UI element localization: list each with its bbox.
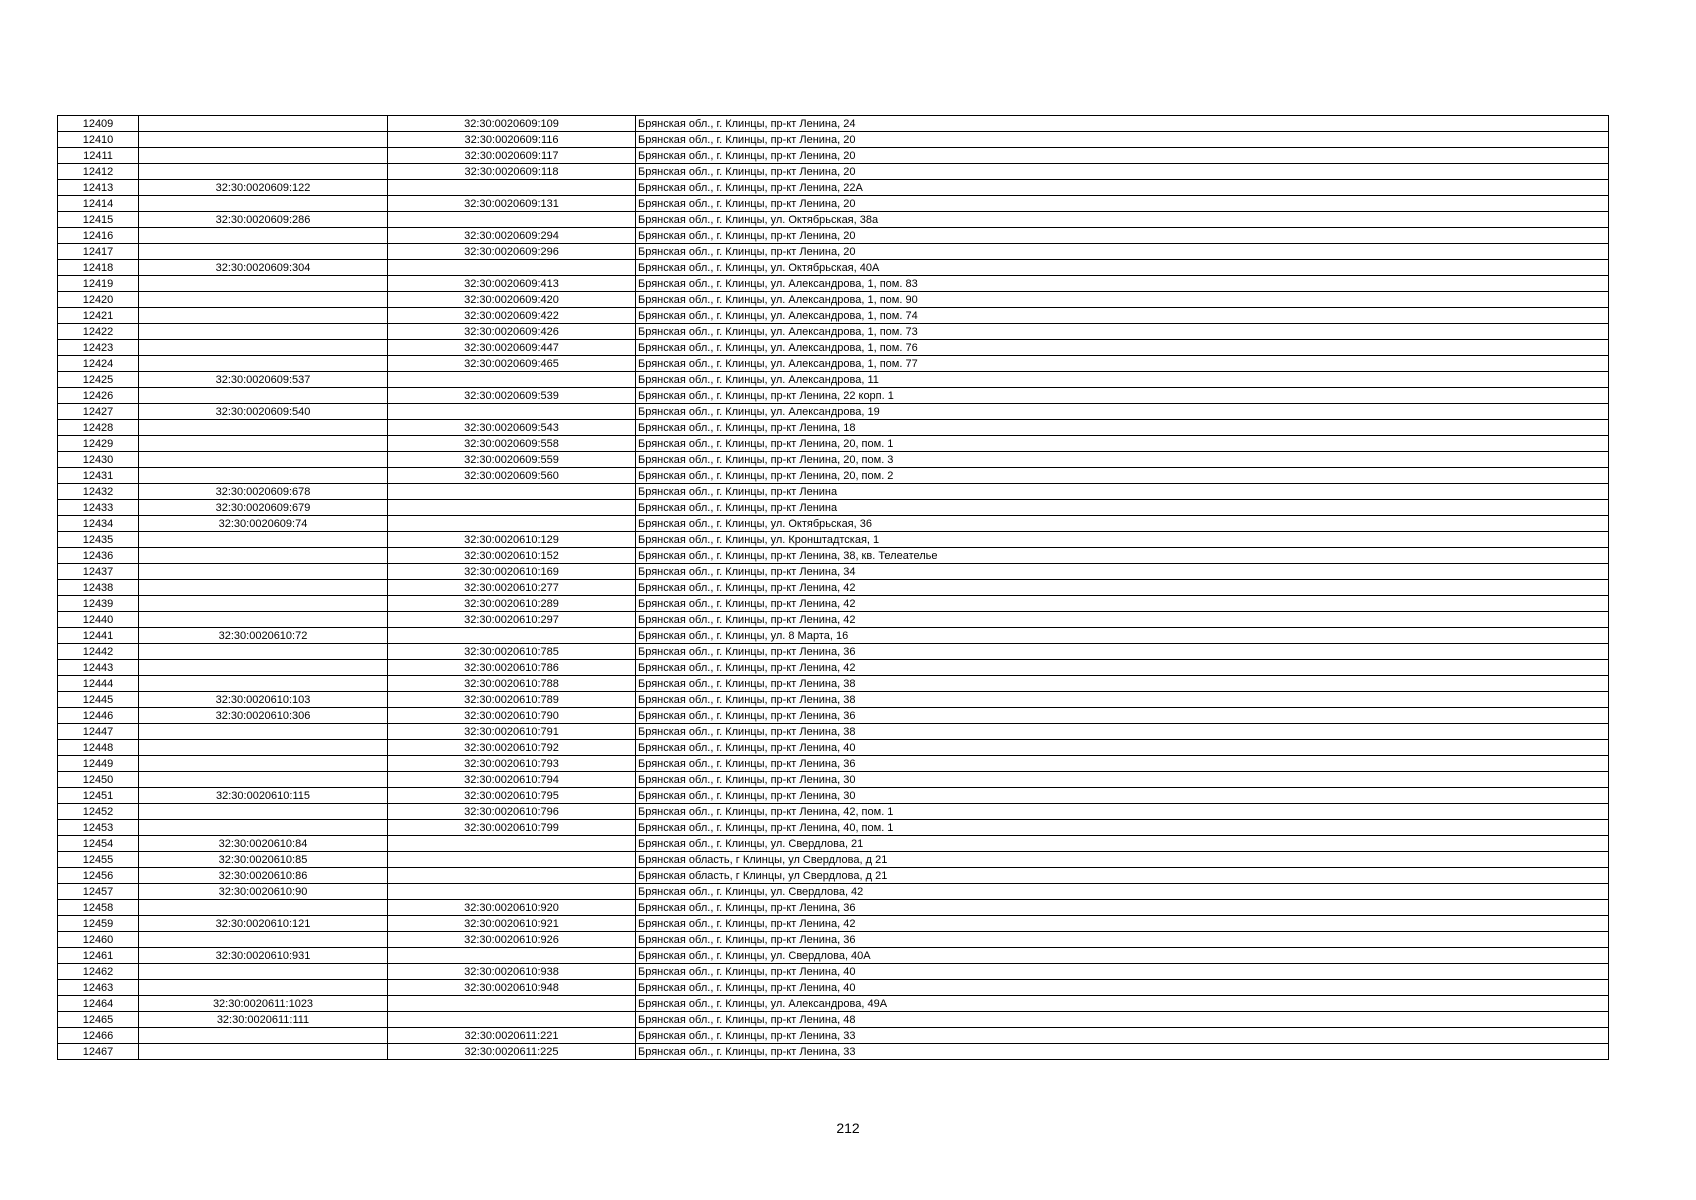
table-row — [58, 420, 1609, 436]
address-cell: Брянская обл., г. Клинцы, пр-кт Ленина, 34 — [636, 564, 1609, 580]
address-cell: Брянская обл., г. Клинцы, ул. Свердлова, 21 — [636, 836, 1609, 852]
address-cell: Брянская обл., г. Клинцы, пр-кт Ленина, 20, пом. 2 — [636, 468, 1609, 484]
address-cell: Брянская обл., г. Клинцы, пр-кт Ленина, 20 — [636, 164, 1609, 180]
building-cadastral-number-cell: 32:30:0020609:117 — [388, 148, 636, 164]
land-cadastral-number-cell — [139, 276, 388, 292]
building-cadastral-number-cell: 32:30:0020610:795 — [388, 788, 636, 804]
row-number-cell: 12462 — [58, 964, 139, 980]
table-row — [58, 468, 1609, 484]
land-cadastral-number-cell — [139, 468, 388, 484]
address-cell: Брянская обл., г. Клинцы, пр-кт Ленина, 20, пом. 3 — [636, 452, 1609, 468]
address-cell: Брянская обл., г. Клинцы, пр-кт Ленина, 42 — [636, 660, 1609, 676]
address-cell: Брянская обл., г. Клинцы, ул. 8 Марта, 16 — [636, 628, 1609, 644]
table-row — [58, 868, 1609, 884]
table-row — [58, 692, 1609, 708]
building-cadastral-number-cell — [388, 180, 636, 196]
row-number-cell: 12459 — [58, 916, 139, 932]
table-row — [58, 612, 1609, 628]
land-cadastral-number-cell — [139, 772, 388, 788]
building-cadastral-number-cell: 32:30:0020609:294 — [388, 228, 636, 244]
address-cell: Брянская обл., г. Клинцы, пр-кт Ленина, 20 — [636, 228, 1609, 244]
building-cadastral-number-cell: 32:30:0020610:948 — [388, 980, 636, 996]
land-cadastral-number-cell — [139, 548, 388, 564]
table-row — [58, 820, 1609, 836]
address-cell: Брянская обл., г. Клинцы, пр-кт Ленина, 40, пом. 1 — [636, 820, 1609, 836]
address-cell: Брянская обл., г. Клинцы, ул. Александрова, 19 — [636, 404, 1609, 420]
land-cadastral-number-cell — [139, 132, 388, 148]
address-cell: Брянская область, г Клинцы, ул Свердлова, д 21 — [636, 852, 1609, 868]
table-row — [58, 196, 1609, 212]
table-row — [58, 1012, 1609, 1028]
row-number-cell: 12420 — [58, 292, 139, 308]
row-number-cell: 12445 — [58, 692, 139, 708]
address-cell: Брянская обл., г. Клинцы, пр-кт Ленина, 38, кв. Телеателье — [636, 548, 1609, 564]
land-cadastral-number-cell: 32:30:0020610:306 — [139, 708, 388, 724]
address-cell: Брянская обл., г. Клинцы, пр-кт Ленина, 42 — [636, 612, 1609, 628]
table-row — [58, 436, 1609, 452]
row-number-cell: 12423 — [58, 340, 139, 356]
row-number-cell: 12438 — [58, 580, 139, 596]
row-number-cell: 12421 — [58, 308, 139, 324]
land-cadastral-number-cell — [139, 756, 388, 772]
building-cadastral-number-cell: 32:30:0020609:420 — [388, 292, 636, 308]
table-row — [58, 388, 1609, 404]
row-number-cell: 12425 — [58, 372, 139, 388]
land-cadastral-number-cell — [139, 356, 388, 372]
address-cell: Брянская обл., г. Клинцы, ул. Александрова, 1, пом. 74 — [636, 308, 1609, 324]
row-number-cell: 12434 — [58, 516, 139, 532]
row-number-cell: 12418 — [58, 260, 139, 276]
land-cadastral-number-cell: 32:30:0020610:72 — [139, 628, 388, 644]
row-number-cell: 12409 — [58, 116, 139, 132]
address-cell: Брянская обл., г. Клинцы, пр-кт Ленина, 38 — [636, 692, 1609, 708]
land-cadastral-number-cell — [139, 932, 388, 948]
row-number-cell: 12439 — [58, 596, 139, 612]
address-cell: Брянская обл., г. Клинцы, пр-кт Ленина, 20, пом. 1 — [636, 436, 1609, 452]
row-number-cell: 12422 — [58, 324, 139, 340]
row-number-cell: 12449 — [58, 756, 139, 772]
address-cell: Брянская обл., г. Клинцы, пр-кт Ленина, 36 — [636, 708, 1609, 724]
address-cell: Брянская обл., г. Клинцы, ул. Александрова, 1, пом. 90 — [636, 292, 1609, 308]
table-row — [58, 1028, 1609, 1044]
land-cadastral-number-cell: 32:30:0020609:537 — [139, 372, 388, 388]
land-cadastral-number-cell: 32:30:0020609:540 — [139, 404, 388, 420]
address-cell: Брянская обл., г. Клинцы, пр-кт Ленина, 48 — [636, 1012, 1609, 1028]
row-number-cell: 12411 — [58, 148, 139, 164]
land-cadastral-number-cell — [139, 676, 388, 692]
building-cadastral-number-cell: 32:30:0020610:277 — [388, 580, 636, 596]
building-cadastral-number-cell: 32:30:0020610:786 — [388, 660, 636, 676]
row-number-cell: 12466 — [58, 1028, 139, 1044]
address-cell: Брянская обл., г. Клинцы, пр-кт Ленина, 36 — [636, 644, 1609, 660]
land-cadastral-number-cell — [139, 980, 388, 996]
row-number-cell: 12450 — [58, 772, 139, 788]
building-cadastral-number-cell — [388, 948, 636, 964]
table-row — [58, 228, 1609, 244]
land-cadastral-number-cell: 32:30:0020610:121 — [139, 916, 388, 932]
building-cadastral-number-cell — [388, 996, 636, 1012]
building-cadastral-number-cell: 32:30:0020610:799 — [388, 820, 636, 836]
row-number-cell: 12454 — [58, 836, 139, 852]
table-row — [58, 116, 1609, 132]
row-number-cell: 12415 — [58, 212, 139, 228]
registry-table-body — [58, 116, 1609, 1060]
row-number-cell: 12447 — [58, 724, 139, 740]
land-cadastral-number-cell — [139, 324, 388, 340]
table-row — [58, 324, 1609, 340]
table-row — [58, 500, 1609, 516]
land-cadastral-number-cell — [139, 452, 388, 468]
address-cell: Брянская обл., г. Клинцы, пр-кт Ленина, 42 — [636, 580, 1609, 596]
land-cadastral-number-cell — [139, 228, 388, 244]
building-cadastral-number-cell — [388, 404, 636, 420]
building-cadastral-number-cell — [388, 884, 636, 900]
address-cell: Брянская обл., г. Клинцы, ул. Александрова, 1, пом. 76 — [636, 340, 1609, 356]
table-row — [58, 884, 1609, 900]
row-number-cell: 12416 — [58, 228, 139, 244]
table-row — [58, 452, 1609, 468]
land-cadastral-number-cell — [139, 116, 388, 132]
land-cadastral-number-cell — [139, 596, 388, 612]
row-number-cell: 12429 — [58, 436, 139, 452]
address-cell: Брянская обл., г. Клинцы, ул. Октябрьская, 38а — [636, 212, 1609, 228]
row-number-cell: 12433 — [58, 500, 139, 516]
row-number-cell: 12412 — [58, 164, 139, 180]
building-cadastral-number-cell: 32:30:0020610:129 — [388, 532, 636, 548]
land-cadastral-number-cell — [139, 388, 388, 404]
table-row — [58, 308, 1609, 324]
address-cell: Брянская обл., г. Клинцы, пр-кт Ленина, 42 — [636, 596, 1609, 612]
land-cadastral-number-cell — [139, 660, 388, 676]
land-cadastral-number-cell — [139, 292, 388, 308]
land-cadastral-number-cell — [139, 740, 388, 756]
building-cadastral-number-cell: 32:30:0020610:152 — [388, 548, 636, 564]
land-cadastral-number-cell: 32:30:0020609:304 — [139, 260, 388, 276]
land-cadastral-number-cell — [139, 244, 388, 260]
row-number-cell: 12424 — [58, 356, 139, 372]
table-row — [58, 1044, 1609, 1060]
table-row — [58, 676, 1609, 692]
building-cadastral-number-cell: 32:30:0020611:221 — [388, 1028, 636, 1044]
building-cadastral-number-cell: 32:30:0020609:296 — [388, 244, 636, 260]
land-cadastral-number-cell — [139, 164, 388, 180]
land-cadastral-number-cell — [139, 436, 388, 452]
building-cadastral-number-cell: 32:30:0020609:465 — [388, 356, 636, 372]
land-cadastral-number-cell: 32:30:0020610:103 — [139, 692, 388, 708]
address-cell: Брянская обл., г. Клинцы, пр-кт Ленина, 22А — [636, 180, 1609, 196]
table-row — [58, 628, 1609, 644]
building-cadastral-number-cell: 32:30:0020609:422 — [388, 308, 636, 324]
registry-table — [57, 115, 1609, 1060]
land-cadastral-number-cell — [139, 900, 388, 916]
table-row — [58, 708, 1609, 724]
table-row — [58, 948, 1609, 964]
land-cadastral-number-cell — [139, 820, 388, 836]
land-cadastral-number-cell — [139, 644, 388, 660]
row-number-cell: 12460 — [58, 932, 139, 948]
address-cell: Брянская обл., г. Клинцы, пр-кт Ленина, 38 — [636, 724, 1609, 740]
building-cadastral-number-cell: 32:30:0020610:794 — [388, 772, 636, 788]
building-cadastral-number-cell: 32:30:0020610:788 — [388, 676, 636, 692]
table-row — [58, 964, 1609, 980]
table-row — [58, 260, 1609, 276]
row-number-cell: 12431 — [58, 468, 139, 484]
table-row — [58, 212, 1609, 228]
land-cadastral-number-cell: 32:30:0020609:679 — [139, 500, 388, 516]
table-row — [58, 788, 1609, 804]
address-cell: Брянская обл., г. Клинцы, пр-кт Ленина, 24 — [636, 116, 1609, 132]
address-cell: Брянская обл., г. Клинцы, ул. Свердлова, 40А — [636, 948, 1609, 964]
address-cell: Брянская обл., г. Клинцы, пр-кт Ленина, 40 — [636, 740, 1609, 756]
table-row — [58, 596, 1609, 612]
land-cadastral-number-cell: 32:30:0020611:1023 — [139, 996, 388, 1012]
address-cell: Брянская обл., г. Клинцы, ул. Александрова, 49А — [636, 996, 1609, 1012]
land-cadastral-number-cell: 32:30:0020609:122 — [139, 180, 388, 196]
table-row — [58, 548, 1609, 564]
row-number-cell: 12410 — [58, 132, 139, 148]
land-cadastral-number-cell — [139, 1028, 388, 1044]
row-number-cell: 12437 — [58, 564, 139, 580]
land-cadastral-number-cell — [139, 804, 388, 820]
building-cadastral-number-cell: 32:30:0020609:539 — [388, 388, 636, 404]
address-cell: Брянская обл., г. Клинцы, пр-кт Ленина, 20 — [636, 244, 1609, 260]
address-cell: Брянская обл., г. Клинцы, пр-кт Ленина, 42 — [636, 916, 1609, 932]
land-cadastral-number-cell — [139, 340, 388, 356]
table-row — [58, 724, 1609, 740]
land-cadastral-number-cell — [139, 964, 388, 980]
row-number-cell: 12430 — [58, 452, 139, 468]
table-row — [58, 372, 1609, 388]
row-number-cell: 12427 — [58, 404, 139, 420]
table-row — [58, 356, 1609, 372]
building-cadastral-number-cell: 32:30:0020610:289 — [388, 596, 636, 612]
row-number-cell: 12442 — [58, 644, 139, 660]
building-cadastral-number-cell: 32:30:0020610:920 — [388, 900, 636, 916]
row-number-cell: 12456 — [58, 868, 139, 884]
row-number-cell: 12443 — [58, 660, 139, 676]
address-cell: Брянская обл., г. Клинцы, пр-кт Ленина, 20 — [636, 196, 1609, 212]
land-cadastral-number-cell — [139, 580, 388, 596]
table-row — [58, 580, 1609, 596]
building-cadastral-number-cell: 32:30:0020610:785 — [388, 644, 636, 660]
address-cell: Брянская область, г Клинцы, ул Свердлова, д 21 — [636, 868, 1609, 884]
building-cadastral-number-cell: 32:30:0020609:118 — [388, 164, 636, 180]
address-cell: Брянская обл., г. Клинцы, пр-кт Ленина, 38 — [636, 676, 1609, 692]
address-cell: Брянская обл., г. Клинцы, пр-кт Ленина, 22 корп. 1 — [636, 388, 1609, 404]
building-cadastral-number-cell: 32:30:0020610:791 — [388, 724, 636, 740]
address-cell: Брянская обл., г. Клинцы, пр-кт Ленина, 20 — [636, 132, 1609, 148]
table-row — [58, 756, 1609, 772]
building-cadastral-number-cell: 32:30:0020611:225 — [388, 1044, 636, 1060]
address-cell: Брянская обл., г. Клинцы, ул. Александрова, 1, пом. 77 — [636, 356, 1609, 372]
land-cadastral-number-cell — [139, 196, 388, 212]
address-cell: Брянская обл., г. Клинцы, пр-кт Ленина, 36 — [636, 756, 1609, 772]
table-row — [58, 532, 1609, 548]
table-row — [58, 516, 1609, 532]
land-cadastral-number-cell: 32:30:0020610:931 — [139, 948, 388, 964]
row-number-cell: 12417 — [58, 244, 139, 260]
address-cell: Брянская обл., г. Клинцы, ул. Октябрьская, 36 — [636, 516, 1609, 532]
land-cadastral-number-cell: 32:30:0020610:85 — [139, 852, 388, 868]
table-row — [58, 932, 1609, 948]
address-cell: Брянская обл., г. Клинцы, ул. Свердлова, 42 — [636, 884, 1609, 900]
row-number-cell: 12465 — [58, 1012, 139, 1028]
building-cadastral-number-cell: 32:30:0020610:921 — [388, 916, 636, 932]
row-number-cell: 12440 — [58, 612, 139, 628]
table-row — [58, 180, 1609, 196]
building-cadastral-number-cell: 32:30:0020610:789 — [388, 692, 636, 708]
table-row — [58, 564, 1609, 580]
building-cadastral-number-cell: 32:30:0020609:559 — [388, 452, 636, 468]
table-row — [58, 996, 1609, 1012]
table-row — [58, 916, 1609, 932]
land-cadastral-number-cell: 32:30:0020610:84 — [139, 836, 388, 852]
address-cell: Брянская обл., г. Клинцы, пр-кт Ленина, 40 — [636, 964, 1609, 980]
building-cadastral-number-cell — [388, 628, 636, 644]
building-cadastral-number-cell: 32:30:0020610:938 — [388, 964, 636, 980]
address-cell: Брянская обл., г. Клинцы, ул. Александрова, 1, пом. 83 — [636, 276, 1609, 292]
address-cell: Брянская обл., г. Клинцы, ул. Октябрьская, 40А — [636, 260, 1609, 276]
address-cell: Брянская обл., г. Клинцы, пр-кт Ленина, 33 — [636, 1044, 1609, 1060]
row-number-cell: 12426 — [58, 388, 139, 404]
table-row — [58, 644, 1609, 660]
building-cadastral-number-cell: 32:30:0020610:796 — [388, 804, 636, 820]
building-cadastral-number-cell: 32:30:0020610:926 — [388, 932, 636, 948]
land-cadastral-number-cell: 32:30:0020610:90 — [139, 884, 388, 900]
building-cadastral-number-cell: 32:30:0020610:793 — [388, 756, 636, 772]
land-cadastral-number-cell — [139, 308, 388, 324]
address-cell: Брянская обл., г. Клинцы, пр-кт Ленина, 36 — [636, 900, 1609, 916]
building-cadastral-number-cell — [388, 836, 636, 852]
building-cadastral-number-cell — [388, 372, 636, 388]
table-row — [58, 340, 1609, 356]
table-row — [58, 244, 1609, 260]
land-cadastral-number-cell: 32:30:0020609:74 — [139, 516, 388, 532]
land-cadastral-number-cell: 32:30:0020610:115 — [139, 788, 388, 804]
row-number-cell: 12455 — [58, 852, 139, 868]
address-cell: Брянская обл., г. Клинцы, пр-кт Ленина, 40 — [636, 980, 1609, 996]
building-cadastral-number-cell — [388, 500, 636, 516]
building-cadastral-number-cell — [388, 852, 636, 868]
table-row — [58, 404, 1609, 420]
building-cadastral-number-cell: 32:30:0020609:413 — [388, 276, 636, 292]
land-cadastral-number-cell — [139, 724, 388, 740]
address-cell: Брянская обл., г. Клинцы, пр-кт Ленина — [636, 484, 1609, 500]
address-cell: Брянская обл., г. Клинцы, пр-кт Ленина, 20 — [636, 148, 1609, 164]
row-number-cell: 12463 — [58, 980, 139, 996]
row-number-cell: 12451 — [58, 788, 139, 804]
building-cadastral-number-cell: 32:30:0020609:560 — [388, 468, 636, 484]
table-row — [58, 148, 1609, 164]
address-cell: Брянская обл., г. Клинцы, ул. Кронштадтская, 1 — [636, 532, 1609, 548]
row-number-cell: 12458 — [58, 900, 139, 916]
row-number-cell: 12441 — [58, 628, 139, 644]
table-row — [58, 900, 1609, 916]
table-row — [58, 836, 1609, 852]
address-cell: Брянская обл., г. Клинцы, пр-кт Ленина, 30 — [636, 772, 1609, 788]
row-number-cell: 12436 — [58, 548, 139, 564]
table-row — [58, 772, 1609, 788]
building-cadastral-number-cell: 32:30:0020609:426 — [388, 324, 636, 340]
land-cadastral-number-cell — [139, 564, 388, 580]
building-cadastral-number-cell — [388, 260, 636, 276]
table-row — [58, 484, 1609, 500]
page-number: 212 — [836, 1120, 860, 1136]
building-cadastral-number-cell — [388, 484, 636, 500]
building-cadastral-number-cell — [388, 868, 636, 884]
address-cell: Брянская обл., г. Клинцы, пр-кт Ленина, 33 — [636, 1028, 1609, 1044]
land-cadastral-number-cell — [139, 1044, 388, 1060]
building-cadastral-number-cell: 32:30:0020609:109 — [388, 116, 636, 132]
building-cadastral-number-cell: 32:30:0020610:790 — [388, 708, 636, 724]
land-cadastral-number-cell: 32:30:0020611:111 — [139, 1012, 388, 1028]
address-cell: Брянская обл., г. Клинцы, ул. Александрова, 1, пом. 73 — [636, 324, 1609, 340]
address-cell: Брянская обл., г. Клинцы, пр-кт Ленина, 18 — [636, 420, 1609, 436]
document-page — [57, 115, 1608, 1060]
building-cadastral-number-cell: 32:30:0020609:116 — [388, 132, 636, 148]
table-row — [58, 164, 1609, 180]
table-row — [58, 276, 1609, 292]
table-row — [58, 660, 1609, 676]
building-cadastral-number-cell — [388, 516, 636, 532]
row-number-cell: 12448 — [58, 740, 139, 756]
table-row — [58, 804, 1609, 820]
land-cadastral-number-cell — [139, 612, 388, 628]
address-cell: Брянская обл., г. Клинцы, пр-кт Ленина, 42, пом. 1 — [636, 804, 1609, 820]
building-cadastral-number-cell: 32:30:0020609:543 — [388, 420, 636, 436]
land-cadastral-number-cell — [139, 148, 388, 164]
row-number-cell: 12444 — [58, 676, 139, 692]
row-number-cell: 12467 — [58, 1044, 139, 1060]
land-cadastral-number-cell — [139, 532, 388, 548]
row-number-cell: 12414 — [58, 196, 139, 212]
row-number-cell: 12461 — [58, 948, 139, 964]
row-number-cell: 12419 — [58, 276, 139, 292]
building-cadastral-number-cell: 32:30:0020609:131 — [388, 196, 636, 212]
building-cadastral-number-cell — [388, 212, 636, 228]
building-cadastral-number-cell: 32:30:0020610:169 — [388, 564, 636, 580]
land-cadastral-number-cell: 32:30:0020609:678 — [139, 484, 388, 500]
row-number-cell: 12435 — [58, 532, 139, 548]
address-cell: Брянская обл., г. Клинцы, ул. Александрова, 11 — [636, 372, 1609, 388]
row-number-cell: 12452 — [58, 804, 139, 820]
table-row — [58, 292, 1609, 308]
building-cadastral-number-cell: 32:30:0020609:447 — [388, 340, 636, 356]
row-number-cell: 12453 — [58, 820, 139, 836]
land-cadastral-number-cell — [139, 420, 388, 436]
table-row — [58, 132, 1609, 148]
table-row — [58, 980, 1609, 996]
row-number-cell: 12457 — [58, 884, 139, 900]
row-number-cell: 12464 — [58, 996, 139, 1012]
row-number-cell: 12446 — [58, 708, 139, 724]
table-row — [58, 740, 1609, 756]
building-cadastral-number-cell — [388, 1012, 636, 1028]
building-cadastral-number-cell: 32:30:0020610:792 — [388, 740, 636, 756]
address-cell: Брянская обл., г. Клинцы, пр-кт Ленина, 36 — [636, 932, 1609, 948]
building-cadastral-number-cell: 32:30:0020609:558 — [388, 436, 636, 452]
address-cell: Брянская обл., г. Клинцы, пр-кт Ленина, 30 — [636, 788, 1609, 804]
row-number-cell: 12432 — [58, 484, 139, 500]
address-cell: Брянская обл., г. Клинцы, пр-кт Ленина — [636, 500, 1609, 516]
land-cadastral-number-cell: 32:30:0020610:86 — [139, 868, 388, 884]
row-number-cell: 12413 — [58, 180, 139, 196]
land-cadastral-number-cell: 32:30:0020609:286 — [139, 212, 388, 228]
table-row — [58, 852, 1609, 868]
building-cadastral-number-cell: 32:30:0020610:297 — [388, 612, 636, 628]
row-number-cell: 12428 — [58, 420, 139, 436]
